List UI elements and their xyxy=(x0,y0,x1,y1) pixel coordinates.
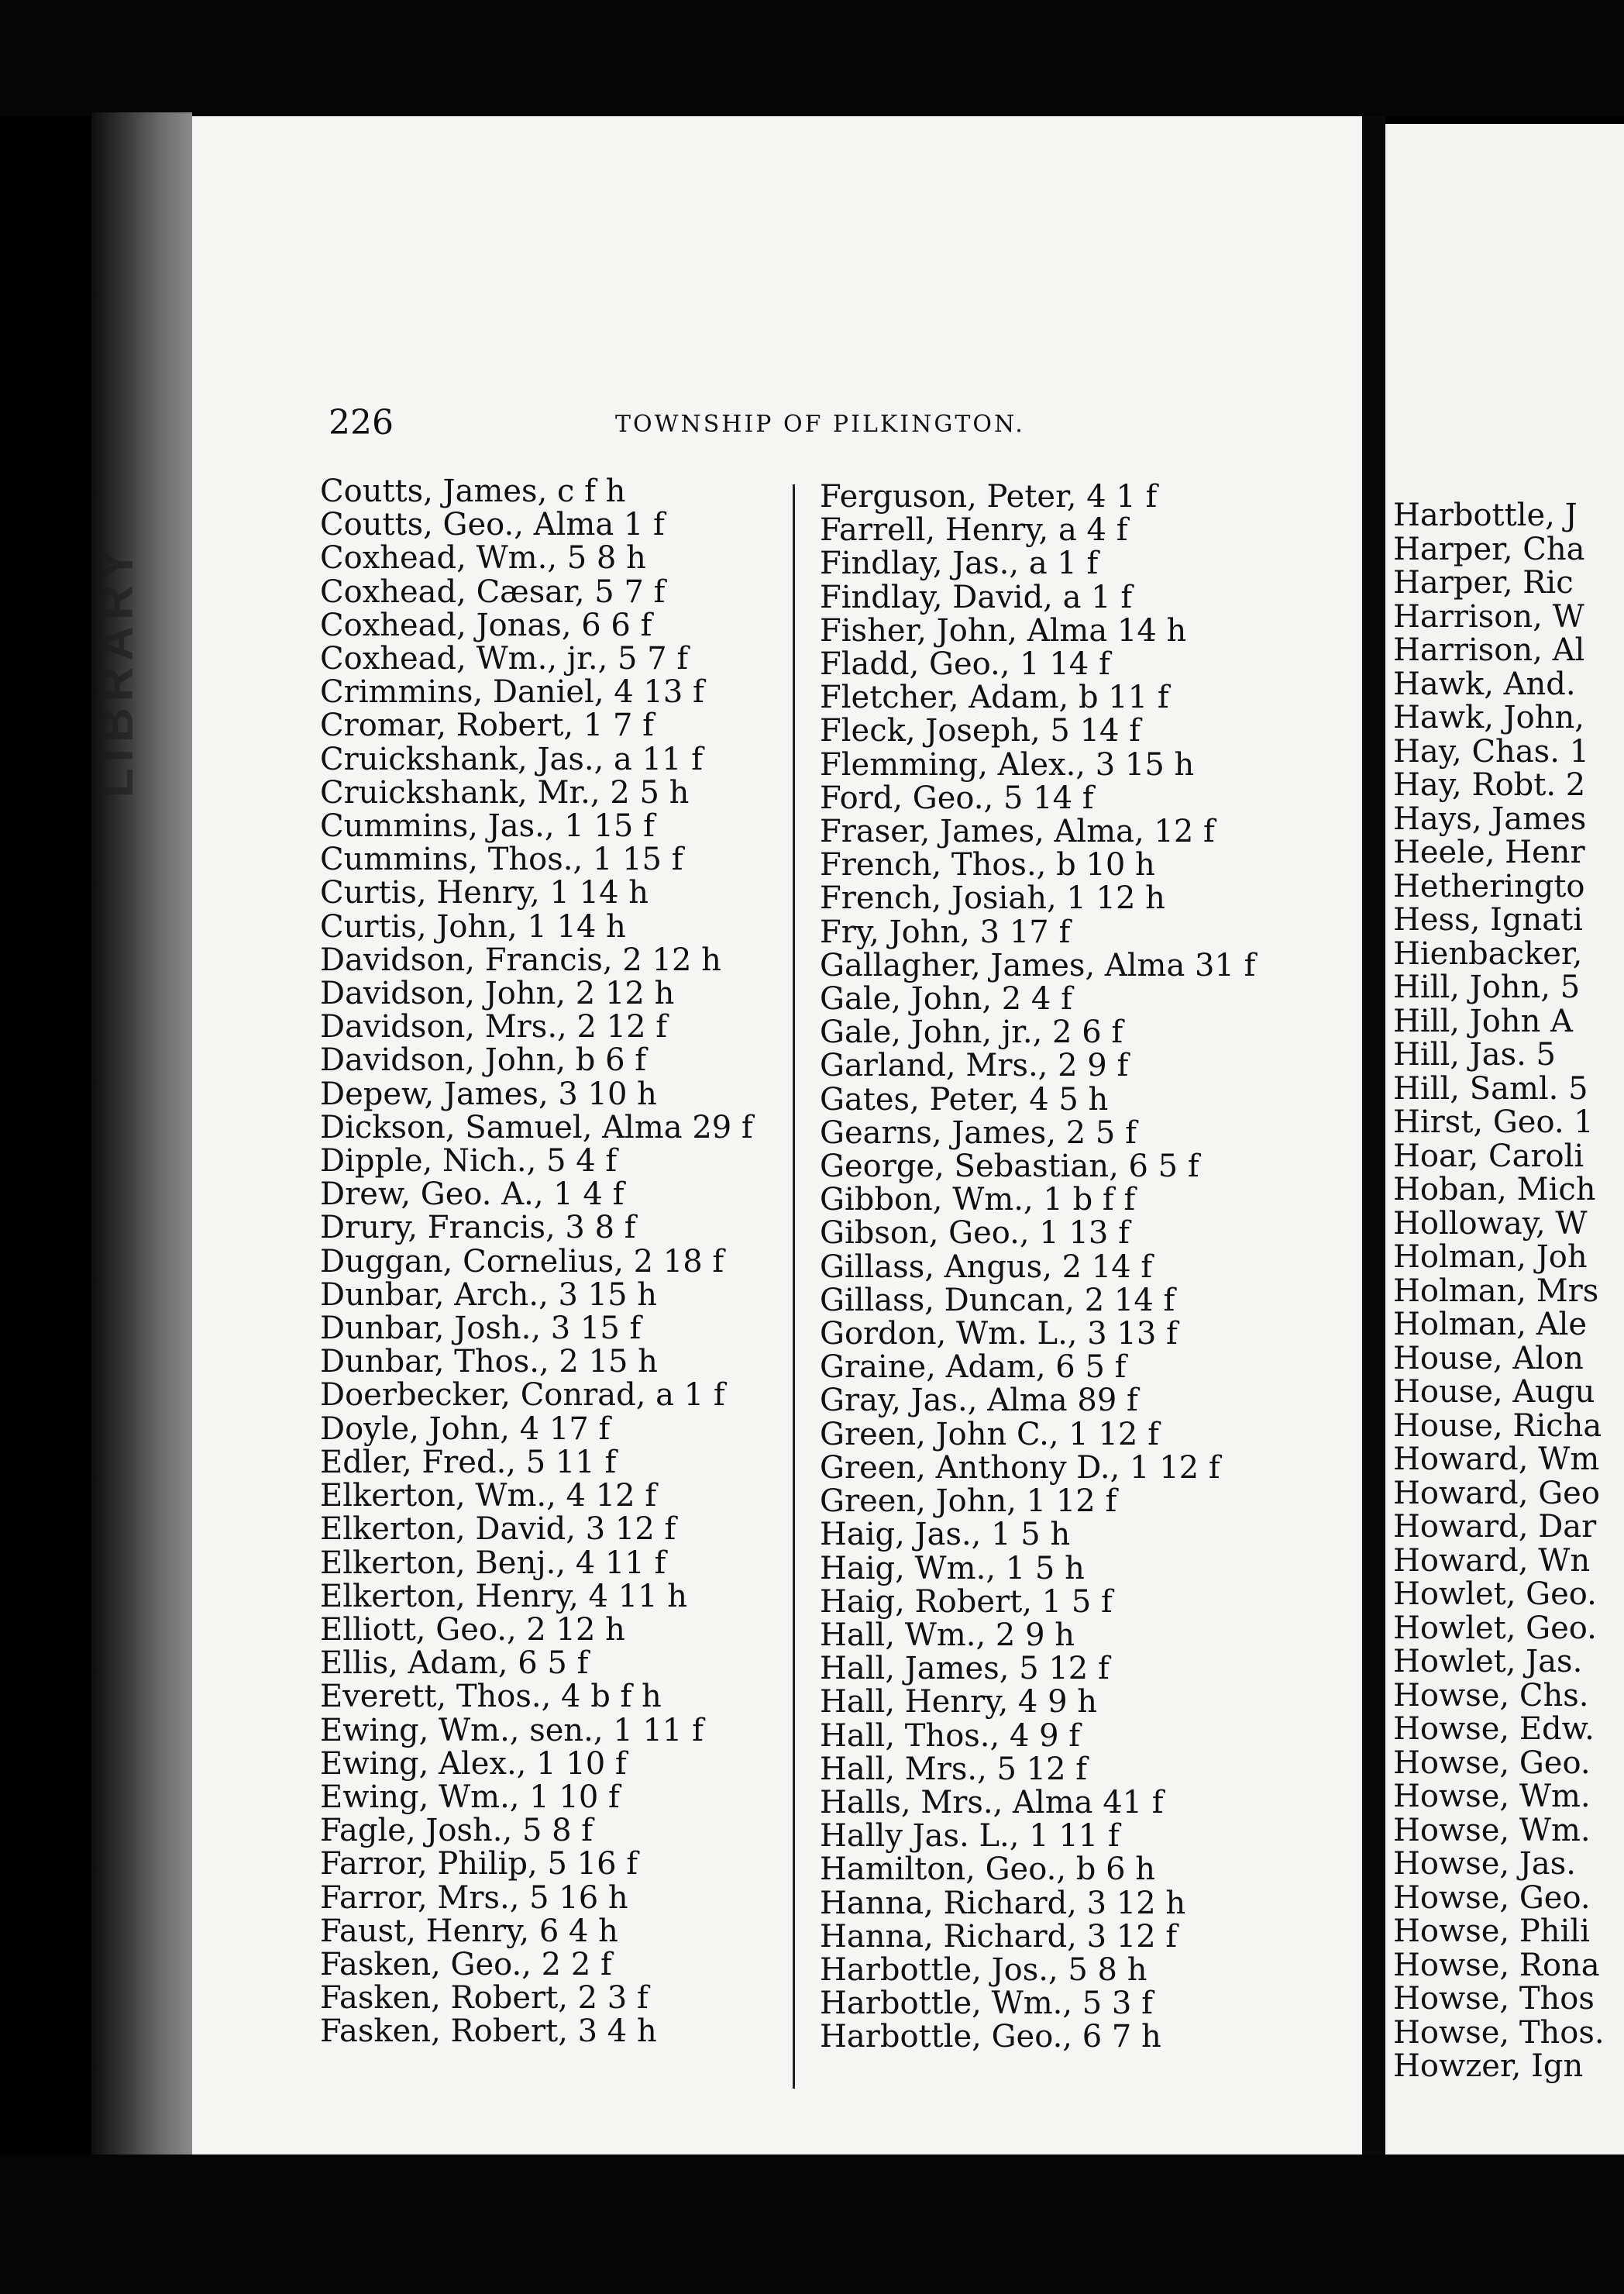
directory-entry: Farror, Mrs., 5 16 h xyxy=(320,1879,628,1916)
directory-entry: Hays, James xyxy=(1393,801,1587,837)
directory-entry: Howse, Edw. xyxy=(1393,1711,1595,1747)
directory-entry: Harbottle, J xyxy=(1393,498,1578,533)
directory-entry: Fisher, John, Alma 14 h xyxy=(820,612,1187,649)
page-gutter xyxy=(1362,116,1385,2162)
directory-column-left xyxy=(320,475,753,2049)
directory-entry: Gearns, James, 2 5 f xyxy=(820,1114,1137,1151)
directory-entry: Dunbar, Josh., 3 15 f xyxy=(320,1311,642,1347)
directory-entry: Dickson, Samuel, Alma 29 f xyxy=(320,1109,753,1145)
directory-entry: Garland, Mrs., 2 9 f xyxy=(820,1048,1129,1084)
directory-entry: Howse, Geo. xyxy=(1393,1879,1591,1916)
directory-entry: Howard, Wm xyxy=(1393,1442,1600,1477)
directory-entry: Gillass, Duncan, 2 14 f xyxy=(820,1282,1175,1318)
directory-entry: Howse, Jas. xyxy=(1393,1846,1576,1882)
directory-entry: Green, John, 1 12 f xyxy=(820,1483,1117,1520)
directory-entry: Howse, Wm. xyxy=(1393,1779,1591,1814)
spine-stamp-text: LIBRARY xyxy=(90,542,143,798)
directory-entry: Harper, Ric xyxy=(1393,565,1574,601)
directory-entry: Hetheringto xyxy=(1393,868,1585,904)
directory-entry: Findlay, David, a 1 f xyxy=(820,579,1133,615)
directory-entry: Heele, Henr xyxy=(1393,835,1585,870)
directory-entry: Fasken, Geo., 2 2 f xyxy=(320,1946,612,1982)
directory-entry: Hill, John, 5 xyxy=(1393,970,1581,1005)
directory-entry: Howse, Phili xyxy=(1393,1913,1590,1949)
directory-entry: Hanna, Richard, 3 12 h xyxy=(820,1885,1186,1921)
directory-entry: Drury, Francis, 3 8 f xyxy=(320,1210,636,1246)
directory-entry: House, Richa xyxy=(1393,1407,1602,1444)
directory-entry: Holman, Ale xyxy=(1393,1307,1588,1342)
directory-entry: Holman, Joh xyxy=(1393,1239,1588,1275)
directory-entry: Ford, Geo., 5 14 f xyxy=(820,780,1094,816)
directory-entry: George, Sebastian, 6 5 f xyxy=(820,1149,1199,1185)
directory-entry: Ewing, Wm., 1 10 f xyxy=(320,1779,620,1815)
directory-entry: Graine, Adam, 6 5 f xyxy=(820,1349,1127,1386)
directory-entry: Fasken, Robert, 2 3 f xyxy=(320,1980,649,2017)
directory-entry: Davidson, Francis, 2 12 h xyxy=(320,942,721,978)
directory-entry: Elkerton, Benj., 4 11 f xyxy=(320,1545,666,1581)
directory-entry: Gordon, Wm. L., 3 13 f xyxy=(820,1316,1178,1352)
directory-entry: Hall, Mrs., 5 12 f xyxy=(820,1751,1088,1787)
directory-entry: Gates, Peter, 4 5 h xyxy=(820,1081,1109,1118)
directory-entry: Elkerton, Wm., 4 12 f xyxy=(320,1478,657,1514)
directory-entry: Ferguson, Peter, 4 1 f xyxy=(820,479,1158,515)
directory-entry: Halls, Mrs., Alma 41 f xyxy=(820,1784,1164,1820)
directory-entry: Fleck, Joseph, 5 14 f xyxy=(820,713,1141,749)
directory-entry: Howzer, Ign xyxy=(1393,2048,1584,2084)
directory-entry: Depew, James, 3 10 h xyxy=(320,1076,657,1112)
directory-entry: Cruickshank, Jas., a 11 f xyxy=(320,741,704,777)
directory-entry: Davidson, John, b 6 f xyxy=(320,1042,647,1079)
directory-entry: Fry, John, 3 17 f xyxy=(820,914,1071,950)
directory-entry: Hirst, Geo. 1 xyxy=(1393,1104,1594,1140)
directory-entry: Hally Jas. L., 1 11 f xyxy=(820,1818,1120,1855)
directory-entry: Hamilton, Geo., b 6 h xyxy=(820,1851,1155,1888)
directory-entry: Harrison, W xyxy=(1393,598,1584,635)
directory-entry: Howse, Chs. xyxy=(1393,1677,1589,1714)
directory-entry: Green, John C., 1 12 f xyxy=(820,1416,1159,1452)
directory-entry: Gale, John, 2 4 f xyxy=(820,981,1072,1018)
directory-entry: Hoar, Caroli xyxy=(1393,1138,1584,1174)
running-head: TOWNSHIP OF PILKINGTON. xyxy=(615,411,1025,438)
directory-entry: Hill, Jas. 5 xyxy=(1393,1037,1556,1073)
directory-entry: Hienbacker, xyxy=(1393,935,1583,972)
directory-entry: Curtis, Henry, 1 14 h xyxy=(320,875,649,911)
directory-entry: Howse, Rona xyxy=(1393,1947,1600,1983)
directory-entry: House, Alon xyxy=(1393,1340,1584,1376)
directory-column-middle xyxy=(820,480,1255,2055)
directory-entry: Crimmins, Daniel, 4 13 f xyxy=(320,674,704,711)
directory-entry: Duggan, Cornelius, 2 18 f xyxy=(320,1243,724,1280)
directory-entry: Doerbecker, Conrad, a 1 f xyxy=(320,1377,725,1414)
directory-entry: Ewing, Alex., 1 10 f xyxy=(320,1745,627,1782)
directory-entry: Elkerton, Henry, 4 11 h xyxy=(320,1578,688,1614)
directory-entry: Coutts, Geo., Alma 1 f xyxy=(320,507,665,543)
directory-entry: Everett, Thos., 4 b f h xyxy=(320,1679,662,1715)
directory-entry: Dunbar, Arch., 3 15 h xyxy=(320,1276,658,1313)
directory-entry: Gibson, Geo., 1 13 f xyxy=(820,1215,1130,1252)
right-page-partial xyxy=(1385,124,1624,2162)
directory-entry: Fraser, James, Alma, 12 f xyxy=(820,814,1215,850)
directory-entry: Dunbar, Thos., 2 15 h xyxy=(320,1344,658,1380)
scan-border-bottom xyxy=(0,2154,1624,2294)
directory-entry: Gillass, Angus, 2 14 f xyxy=(820,1249,1153,1285)
directory-entry: Harrison, Al xyxy=(1393,632,1585,668)
directory-entry: Ewing, Wm., sen., 1 11 f xyxy=(320,1712,704,1748)
directory-entry: Green, Anthony D., 1 12 f xyxy=(820,1449,1220,1486)
directory-entry: Howard, Geo xyxy=(1393,1475,1600,1511)
directory-entry: Harper, Cha xyxy=(1393,531,1585,567)
directory-entry: Howard, Dar xyxy=(1393,1509,1597,1545)
directory-entry: Hall, James, 5 12 f xyxy=(820,1651,1110,1687)
directory-entry: French, Thos., b 10 h xyxy=(820,847,1155,884)
directory-entry: Hawk, John, xyxy=(1393,700,1584,735)
directory-entry: Haig, Wm., 1 5 h xyxy=(820,1550,1085,1586)
directory-entry: House, Augu xyxy=(1393,1374,1595,1410)
directory-entry: Cummins, Jas., 1 15 f xyxy=(320,808,655,845)
directory-entry: Elliott, Geo., 2 12 h xyxy=(320,1611,625,1648)
directory-entry: French, Josiah, 1 12 h xyxy=(820,880,1165,917)
directory-entry: Farrell, Henry, a 4 f xyxy=(820,512,1128,549)
directory-entry: Gibbon, Wm., 1 b f f xyxy=(820,1182,1136,1218)
directory-entry: Ellis, Adam, 6 5 f xyxy=(320,1645,589,1682)
directory-entry: Flemming, Alex., 3 15 h xyxy=(820,746,1195,783)
directory-entry: Hall, Henry, 4 9 h xyxy=(820,1684,1097,1720)
page-number: 226 xyxy=(329,403,394,443)
directory-entry: Haig, Jas., 1 5 h xyxy=(820,1517,1071,1553)
directory-entry: Hay, Robt. 2 xyxy=(1393,767,1586,803)
directory-entry: Hawk, And. xyxy=(1393,666,1576,702)
directory-entry: Fletcher, Adam, b 11 f xyxy=(820,680,1169,716)
directory-entry: Drew, Geo. A., 1 4 f xyxy=(320,1176,624,1213)
directory-entry: Farror, Philip, 5 16 f xyxy=(320,1846,638,1882)
directory-entry: Howse, Thos xyxy=(1393,1981,1595,2017)
directory-entry: Harbottle, Jos., 5 8 h xyxy=(820,1951,1147,1988)
directory-entry: Coxhead, Jonas, 6 6 f xyxy=(320,607,652,643)
directory-entry: Fladd, Geo., 1 14 f xyxy=(820,646,1110,683)
directory-entry: Hanna, Richard, 3 12 f xyxy=(820,1918,1178,1955)
directory-entry: Curtis, John, 1 14 h xyxy=(320,908,626,945)
directory-entry: Cromar, Robert, 1 7 f xyxy=(320,708,654,744)
left-page xyxy=(192,116,1362,2162)
directory-entry: Gale, John, jr., 2 6 f xyxy=(820,1014,1123,1051)
directory-entry: Howard, Wn xyxy=(1393,1542,1591,1579)
directory-entry: Faust, Henry, 6 4 h xyxy=(320,1913,618,1949)
directory-entry: Howlet, Geo. xyxy=(1393,1576,1597,1612)
directory-entry: Hill, Saml. 5 xyxy=(1393,1070,1588,1107)
directory-entry: Coxhead, Wm., 5 8 h xyxy=(320,540,646,577)
directory-entry: Harbottle, Wm., 5 3 f xyxy=(820,1986,1153,2022)
directory-entry: Coxhead, Cæsar, 5 7 f xyxy=(320,574,666,610)
directory-entry: Howse, Wm. xyxy=(1393,1812,1591,1848)
directory-entry: Hill, John A xyxy=(1393,1003,1573,1039)
directory-entry: Hay, Chas. 1 xyxy=(1393,733,1590,770)
directory-entry: Howlet, Geo. xyxy=(1393,1610,1597,1646)
directory-entry: Coxhead, Wm., jr., 5 7 f xyxy=(320,641,689,677)
directory-entry: Findlay, Jas., a 1 f xyxy=(820,546,1099,582)
scan-border-top xyxy=(0,0,1624,116)
directory-entry: Dipple, Nich., 5 4 f xyxy=(320,1143,618,1180)
directory-entry: Davidson, Mrs., 2 12 f xyxy=(320,1009,668,1045)
directory-entry: Hoban, Mich xyxy=(1393,1172,1596,1207)
directory-entry: Coutts, James, c f h xyxy=(320,474,626,509)
directory-entry: Holloway, W xyxy=(1393,1205,1588,1242)
directory-entry: Davidson, John, 2 12 h xyxy=(320,976,675,1012)
directory-entry: Fagle, Josh., 5 8 f xyxy=(320,1813,594,1849)
page-header xyxy=(192,403,1362,450)
directory-entry: Hess, Ignati xyxy=(1393,902,1583,938)
directory-entry: Haig, Robert, 1 5 f xyxy=(820,1583,1113,1620)
directory-entry: Gallagher, James, Alma 31 f xyxy=(820,947,1256,983)
directory-entry: Doyle, John, 4 17 f xyxy=(320,1410,611,1447)
directory-entry: Cruickshank, Mr., 2 5 h xyxy=(320,774,690,811)
directory-entry: Howse, Thos. xyxy=(1393,2014,1605,2051)
directory-entry: Hall, Wm., 2 9 h xyxy=(820,1617,1075,1653)
directory-entry: Harbottle, Geo., 6 7 h xyxy=(820,2019,1161,2055)
directory-column-right xyxy=(1393,499,1605,2084)
directory-entry: Howse, Geo. xyxy=(1393,1745,1591,1781)
directory-entry: Holman, Mrs xyxy=(1393,1273,1599,1309)
directory-entry: Fasken, Robert, 3 4 h xyxy=(320,2013,657,2050)
directory-entry: Hall, Thos., 4 9 f xyxy=(820,1717,1081,1754)
column-divider xyxy=(793,484,795,2089)
directory-entry: Gray, Jas., Alma 89 f xyxy=(820,1383,1138,1419)
directory-entry: Cummins, Thos., 1 15 f xyxy=(320,842,683,878)
directory-entry: Elkerton, David, 3 12 f xyxy=(320,1511,676,1548)
directory-entry: Edler, Fred., 5 11 f xyxy=(320,1444,617,1480)
book-spine xyxy=(91,112,192,2158)
directory-entry: Howlet, Jas. xyxy=(1393,1644,1583,1679)
